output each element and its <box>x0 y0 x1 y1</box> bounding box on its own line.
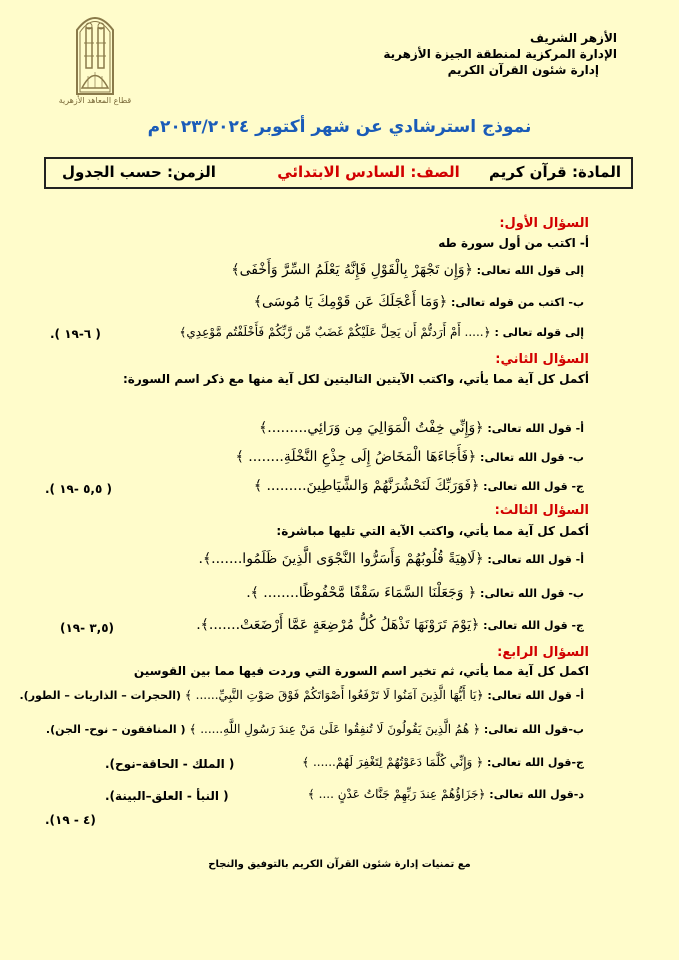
q1-line-3 <box>179 325 584 339</box>
q4-item-d <box>308 787 584 801</box>
q4-item-b-choices: ( المنافقون – نوح- الجن). <box>45 723 186 736</box>
q3-grade-ref: (٣,٥ -١٩) <box>60 621 115 635</box>
q2-item-c-verse: ﴿فَوَرَبِّكَ لَنَحْشُرَنَّهُمْ وَالشَّيَاطِينَ......... ﴾ <box>253 478 480 494</box>
org-line-3: إدارة شئون القرآن الكريم <box>447 63 599 77</box>
q4-item-a <box>20 688 585 702</box>
q2-item-b <box>236 449 584 465</box>
q2-item-c-label: ج- قول الله تعالى: <box>483 480 584 493</box>
q2-item-a-label: أ- قول الله تعالى: <box>487 422 584 435</box>
org-line-2: الإدارة المركزية لمنطقة الجيزة الأزهرية <box>383 47 617 61</box>
time-label: الزمن: حسب الجدول <box>62 163 216 181</box>
q3-heading: السؤال الثالث: <box>494 503 589 518</box>
grade-label: الصف: السادس الابتدائي <box>277 163 460 181</box>
q3-item-b-label: ب- قول الله تعالى: <box>480 587 584 600</box>
mosque-emblem-icon <box>55 8 135 98</box>
q1-line-1 <box>231 262 584 278</box>
organization-header <box>383 30 617 78</box>
q4-item-d-verse: ﴿جَزَاؤُهُمْ عِندَ رَبِّهِمْ جَنَّاتُ عَدْنٍ .... ﴾ <box>307 787 486 801</box>
q3-item-c-label: ج- قول الله تعالى: <box>483 619 584 632</box>
q2-item-b-verse: ﴿فَأَجَاءَهَا الْمَخَاضُ إِلَى جِذْعِ النَّخْلَةِ........ ﴾ <box>235 449 477 465</box>
q4-item-c <box>302 755 584 769</box>
q1-heading: السؤال الأول: <box>499 216 589 231</box>
q3-instruction: أكمل كل آية مما يأتي، واكتب الآية التي تليها مباشرة: <box>276 524 589 538</box>
q1-line-2-verse: ﴿وَمَا أَعْجَلَكَ عَن قَوْمِكَ يَا مُوسَى﴾ <box>253 294 448 310</box>
q4-item-c-label: ج-قول الله تعالى: <box>487 756 584 769</box>
q2-item-b-label: ب- قول الله تعالى: <box>480 451 584 464</box>
q4-item-b-verse: ﴿ هُمُ الَّذِينَ يَقُولُونَ لَا تُنفِقُوا عَلَىٰ مَنْ عِندَ رَسُولِ اللَّهِ...... ﴾ <box>189 722 481 736</box>
q1-line-1-label: إلى قول الله تعالى: <box>476 264 584 277</box>
q2-item-a <box>259 420 584 436</box>
q1-line-2-label: ب- اكتب من قوله تعالى: <box>451 296 584 309</box>
q1-part-a: أ- اكتب من أول سورة طه <box>438 236 589 250</box>
q4-item-b <box>46 722 584 736</box>
q1-line-2 <box>254 294 584 310</box>
q3-item-c <box>196 617 584 633</box>
footer-message: مع تمنيات إدارة شئون القرآن الكريم بالتوفيق والنجاح <box>208 859 471 870</box>
q4-item-a-label: أ- قول الله تعالى: <box>487 689 584 702</box>
q4-item-d-label: د-قول الله تعالى: <box>489 788 584 801</box>
q3-item-a <box>199 551 585 567</box>
q4-item-a-choices: (الحجرات – الذاريات – الطور). <box>19 689 181 702</box>
q4-item-a-verse: ﴿يَا أَيُّهَا الَّذِينَ آمَنُوا لَا تَرْفَعُوا أَصْوَاتَكُمْ فَوْقَ صَوْتِ النَّبِيِّ...... ﴾ <box>184 688 484 702</box>
q3-item-a-verse: ﴿لَاهِيَةً قُلُوبُهُمْ وَأَسَرُّوا النَّجْوَى الَّذِينَ ظَلَمُوا.......﴾. <box>198 551 484 567</box>
q2-instruction: أكمل كل آية مما يأتي، واكتب الآيتين التاليتين لكل آية منها مع ذكر اسم السورة: <box>123 372 589 386</box>
q3-item-a-label: أ- قول الله تعالى: <box>487 553 584 566</box>
q1-line-1-verse: ﴿وَإِن تَجْهَرْ بِالْقَوْلِ فَإِنَّهُ يَعْلَمُ السِّرَّ وَأَخْفَى﴾ <box>231 262 473 278</box>
q2-heading: السؤال الثاني: <box>495 352 589 367</box>
logo-caption: قطاع المعاهد الأزهرية <box>58 96 132 105</box>
q3-item-b <box>246 585 584 601</box>
q4-instruction: اكمل كل آية مما يأتي، ثم تخير اسم السورة التي وردت فيها مما بين القوسين <box>133 664 589 678</box>
q4-item-c-verse: ﴿ وَإِنِّي كُلَّمَا دَعَوْتُهُمْ لِتَغْفِرَ لَهُمْ...... ﴾ <box>302 755 484 769</box>
q2-grade-ref: ( ٥,٥ -١٩ ). <box>45 482 112 496</box>
q4-heading: السؤال الرابع: <box>497 645 589 660</box>
q1-line-3-label: إلى قوله تعالى : <box>494 326 584 339</box>
q2-item-a-verse: ﴿وَإِنِّي خِفْتُ الْمَوَالِيَ مِن وَرَائِي.........﴾ <box>259 420 484 436</box>
q4-item-b-label: ب-قول الله تعالى: <box>483 723 584 736</box>
subject-label: المادة: قرآن كريم <box>488 163 621 181</box>
q1-grade-ref: ( ٦-١٩ ). <box>50 327 101 341</box>
q1-line-3-verse: ﴿..... أَمْ أَرَدتُّمْ أَن يَحِلَّ عَلَيْكُمْ غَضَبٌ مِّن رَّبِّكُمْ فَأَخْلَفْتُم مَّوْعِدِي﴾ <box>179 325 491 339</box>
q3-item-b-verse: ﴿ وَجَعَلْنَا السَّمَاءَ سَقْفًا مَّحْفُوظًا........ ﴾. <box>246 585 477 601</box>
q4-grade-ref: (٤ - ١٩). <box>45 813 96 827</box>
q3-item-c-verse: ﴿يَوْمَ تَرَوْنَهَا تَذْهَلُ كُلُّ مُرْضِعَةٍ عَمَّا أَرْضَعَتْ.......﴾. <box>196 617 480 633</box>
q2-item-c <box>254 478 584 494</box>
exam-info-box <box>44 157 633 189</box>
page-title: نموذج استرشادي عن شهر أكتوبر ٢٠٢٣/٢٠٢٤م <box>147 117 532 137</box>
org-line-1: الأزهر الشريف <box>529 31 617 45</box>
q4-item-d-choices: ( النبأ - العلق–البينة). <box>105 789 229 803</box>
q4-item-c-choices: ( الملك - الحاقة–نوح). <box>105 757 235 771</box>
